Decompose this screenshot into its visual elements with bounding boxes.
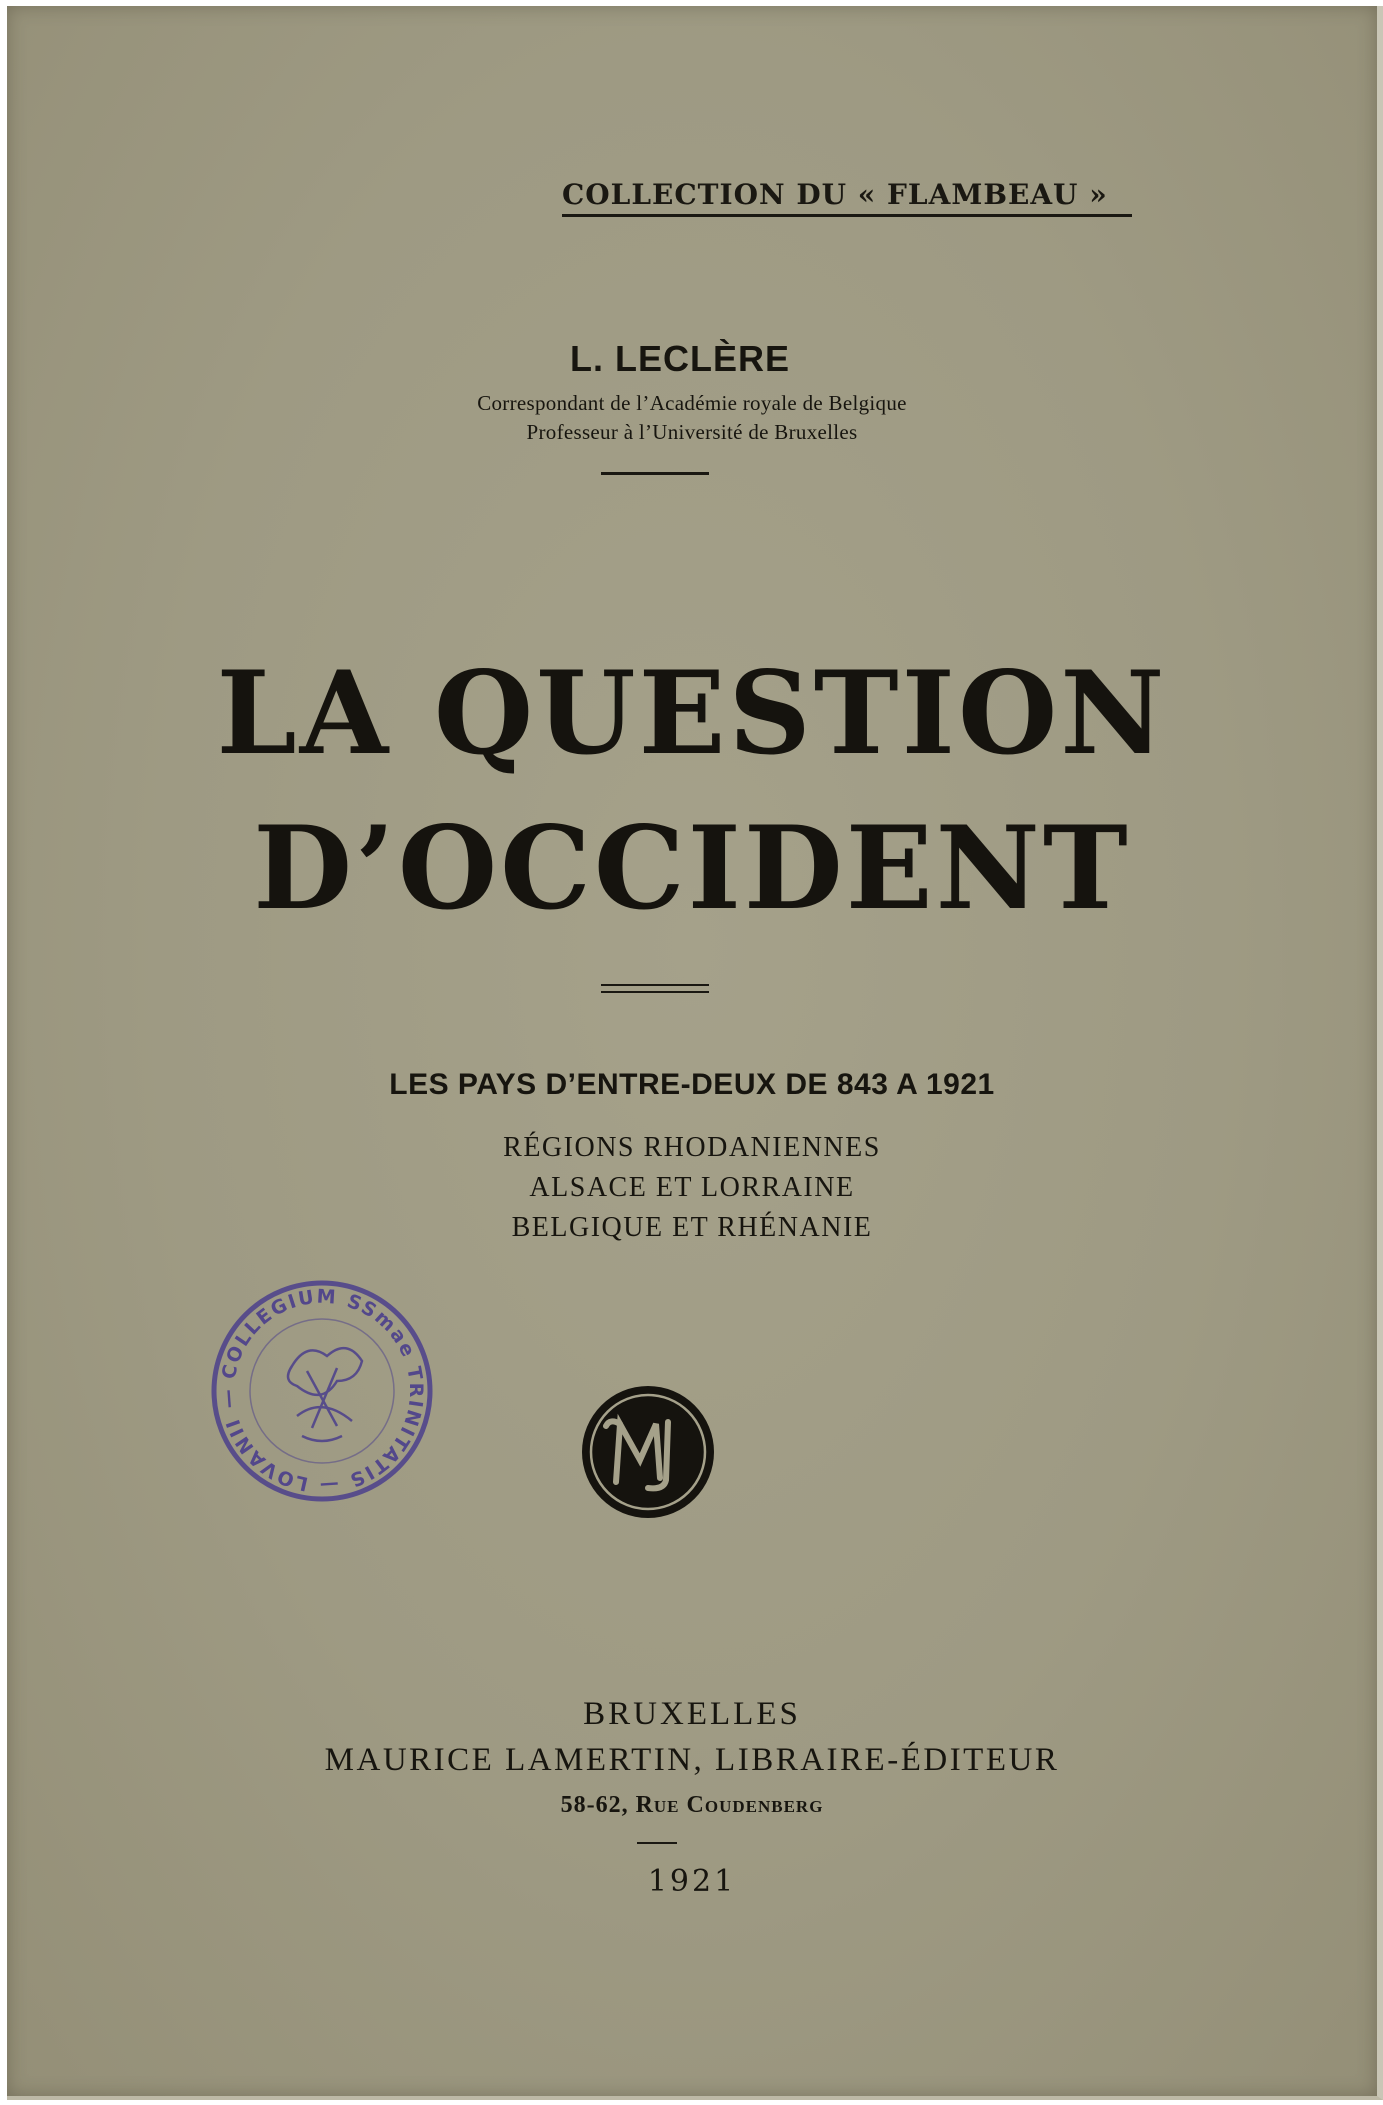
series-title: COLLECTION DU « FLAMBEAU » [562, 178, 1108, 211]
publisher-monogram-emblem [578, 1382, 718, 1522]
publisher-name: MAURICE LAMERTIN, LIBRAIRE-ÉDITEUR [324, 1742, 1060, 1778]
book-cover [7, 6, 1383, 2100]
book-title-line-1: LA QUESTION [216, 646, 1168, 780]
book-subtitle: LES PAYS D’ENTRE-DEUX DE 843 A 1921 [389, 1068, 995, 1101]
author-role-university: Professeur à l’Université de Bruxelles [526, 420, 858, 444]
double-rule-top [601, 984, 709, 986]
book-title-line-2: D’OCCIDENT [253, 801, 1131, 935]
region-line: BELGIQUE ET RHÉNANIE [511, 1212, 873, 1243]
author-name: L. LECLÈRE [569, 338, 790, 379]
publication-year: 1921 [647, 1864, 737, 1899]
author-role-academy: Correspondant de l’Académie royale de Belgique [477, 391, 907, 415]
publisher-address: 58-62, Rue Coudenberg [560, 1792, 824, 1818]
double-rule-bottom [601, 991, 709, 993]
library-stamp [207, 1276, 437, 1506]
publisher-city: BRUXELLES [583, 1696, 801, 1732]
series-underline [562, 214, 1132, 217]
divider-rule [601, 472, 709, 475]
region-line: RÉGIONS RHODANIENNES [503, 1132, 881, 1163]
region-line: ALSACE ET LORRAINE [529, 1172, 855, 1203]
svg-text:COLLEGIUM SSmae TRINITATIS — L: COLLEGIUM SSmae TRINITATIS — LOVANII — [216, 1285, 428, 1497]
year-divider [637, 1842, 677, 1844]
